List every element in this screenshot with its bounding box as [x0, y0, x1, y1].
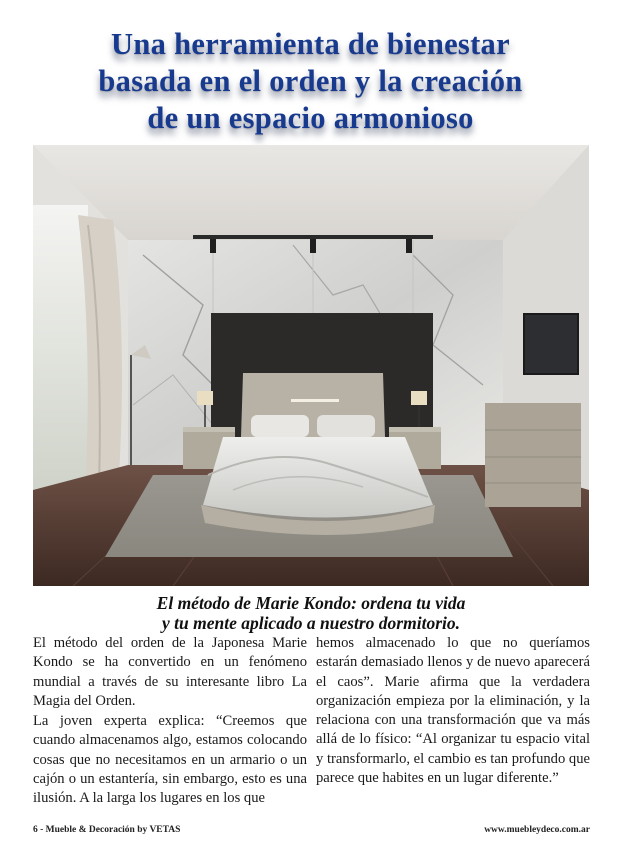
bedroom-photo — [33, 145, 589, 586]
body-column-right — [316, 634, 590, 789]
photo-caption — [33, 593, 589, 633]
headline-line-1: Una herramienta de bienestar — [111, 27, 510, 61]
body-column-left — [33, 634, 307, 810]
headline-line-3: de un espacio armonioso — [147, 101, 474, 135]
caption-line-1: El método de Marie Kondo: ordena tu vida — [156, 593, 466, 613]
body-paragraph: hemos almacenado lo que no queríamos estarán demasiado llenos y de nuevo aparecerá el caos”. Marie afirma que la verdadera organización empieza por la eliminación, y la relaciona con una transformación que va más allá de lo físico: “Al organizar tu espacio vital y transformarlo, el cambio es tan profundo que parece que habites en un lugar diferente.” — [316, 635, 590, 787]
caption-line-2: y tu mente aplicado a nuestro dormitorio. — [161, 613, 460, 633]
page-footer-title: 6 - Mueble & Decoración by VETAS — [33, 825, 181, 835]
headline-line-2: basada en el orden y la creación — [98, 64, 523, 98]
page-footer-url[interactable]: www.muebleydeco.com.ar — [484, 825, 590, 835]
body-paragraph: El método del orden de la Japonesa Marie Kondo se ha convertido en un fenómeno mundial a través de su interesante libro La Magia del Orden. — [33, 635, 307, 709]
headline — [20, 26, 601, 137]
body-paragraph: La joven experta explica: “Creemos que cuando almacenamos algo, estamos colocando cosas que no necesitamos en un armario o un cajón o un estantería, sin embargo, esto es una ilusión. A la larga los lugares en los que — [33, 713, 307, 807]
